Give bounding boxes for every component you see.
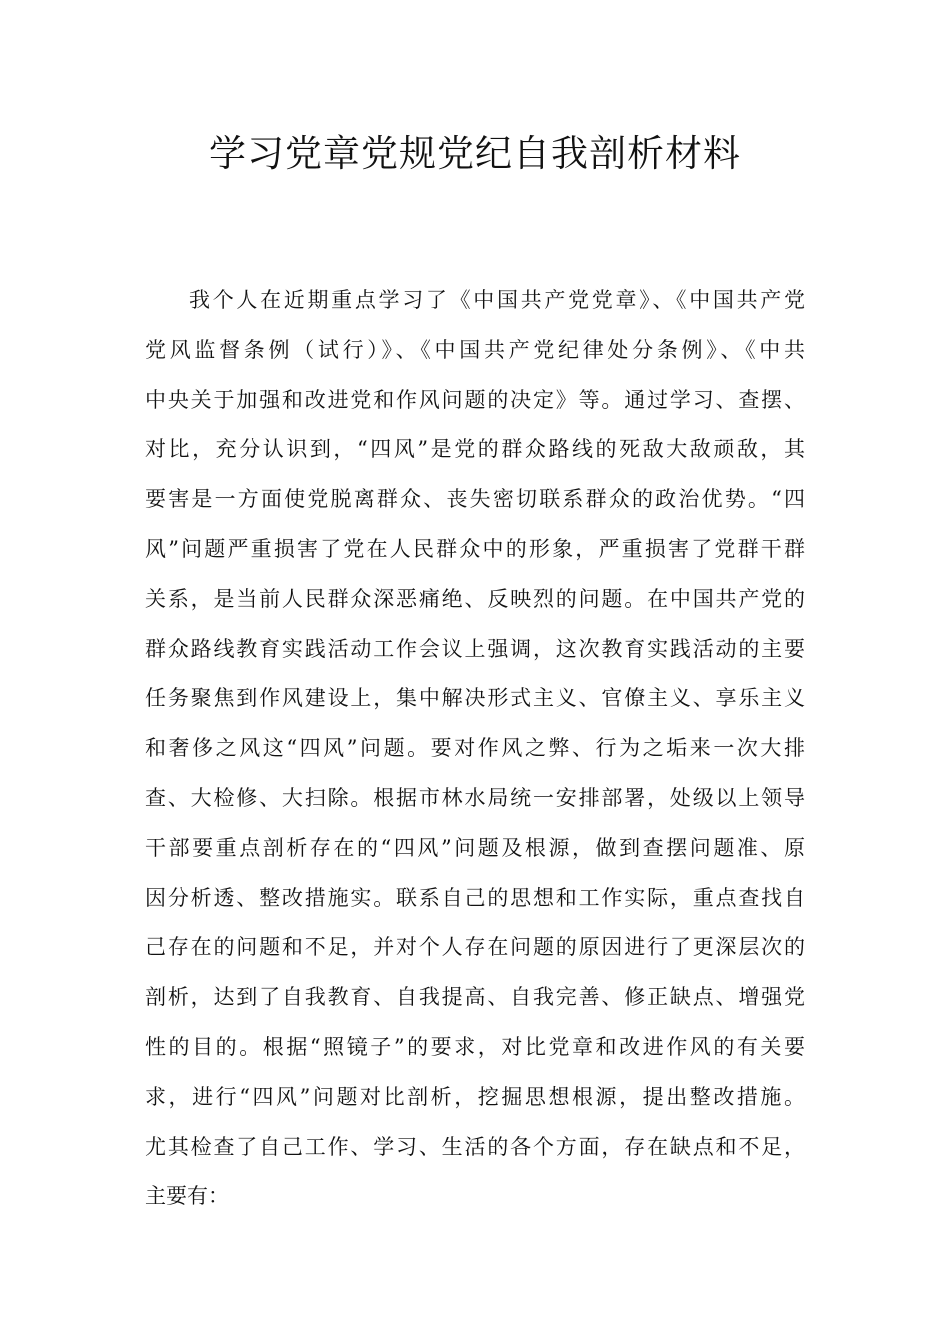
body-line: 性的目的。根据“照镜子”的要求，对比党章和改进作风的有关要 bbox=[145, 1034, 805, 1059]
body-line: 关系，是当前人民群众深恶痛绝、反映烈的问题。在中国共产党的 bbox=[145, 586, 805, 611]
document-body bbox=[145, 276, 805, 1222]
body-line: 己存在的问题和不足，并对个人存在问题的原因进行了更深层次的 bbox=[145, 935, 805, 960]
body-line: 查、大检修、大扫除。根据市林水局统一安排部署，处级以上领导 bbox=[145, 785, 805, 810]
body-line: 党风监督条例（试行）》、《中国共产党纪律处分条例》、《中共 bbox=[145, 337, 805, 362]
body-line: 干部要重点剖析存在的“四风”问题及根源，做到查摆问题准、原 bbox=[145, 835, 805, 860]
body-line: 中央关于加强和改进党和作风问题的决定》等。通过学习、查摆、 bbox=[145, 387, 805, 412]
document-title: 学习党章党规党纪自我剖析材料 bbox=[209, 132, 741, 175]
body-line: 求，进行“四风”问题对比剖析，挖掘思想根源，提出整改措施。 bbox=[145, 1084, 805, 1109]
body-line: 我个人在近期重点学习了《中国共产党党章》、《中国共产党 bbox=[189, 288, 805, 312]
body-line: 要害是一方面使党脱离群众、丧失密切联系群众的政治优势。“四 bbox=[145, 487, 805, 512]
body-line: 和奢侈之风这“四风”问题。要对作风之弊、行为之垢来一次大排 bbox=[145, 736, 805, 761]
body-line: 风”问题严重损害了党在人民群众中的形象，严重损害了党群干群 bbox=[145, 536, 805, 561]
body-line: 剖析，达到了自我教育、自我提高、自我完善、修正缺点、增强党 bbox=[145, 985, 805, 1010]
body-line: 因分析透、整改措施实。联系自己的思想和工作实际，重点查找自 bbox=[145, 885, 805, 910]
body-line: 对比，充分认识到，“四风”是党的群众路线的死敌大敌顽敌，其 bbox=[145, 437, 805, 462]
body-line: 尤其检查了自己工作、学习、生活的各个方面，存在缺点和不足， bbox=[145, 1134, 805, 1159]
body-line: 主要有： bbox=[145, 1184, 229, 1209]
body-line: 任务聚焦到作风建设上，集中解决形式主义、官僚主义、享乐主义 bbox=[145, 686, 805, 711]
body-line: 群众路线教育实践活动工作会议上强调，这次教育实践活动的主要 bbox=[145, 636, 805, 661]
